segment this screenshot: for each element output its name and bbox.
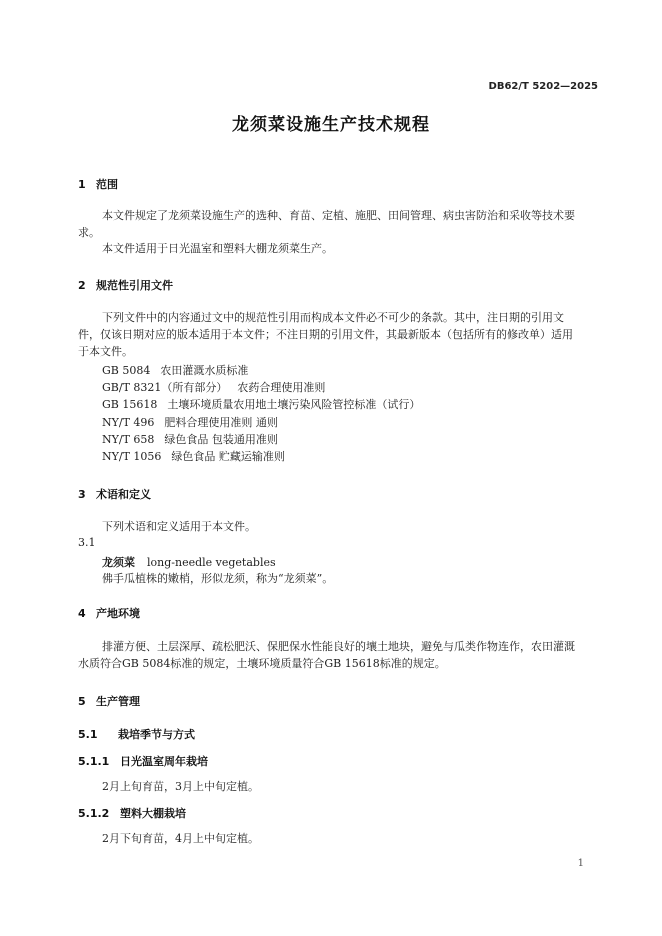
normative-intro-line-3: 于本文件。 — [78, 345, 133, 358]
standard-code: DB62/T 5202—2025 — [488, 81, 598, 92]
subsection-number: 5.1.1 — [78, 755, 110, 768]
reference-code: NY/T 658 — [102, 433, 155, 446]
reference-title: 农药合理使用准则 — [237, 381, 326, 394]
section-1-heading — [78, 176, 118, 192]
subsection-title: 栽培季节与方式 — [118, 728, 195, 741]
term-chinese: 龙须菜 — [102, 556, 135, 569]
section-title: 产地环境 — [96, 607, 140, 620]
section-number: 4 — [78, 607, 86, 620]
reference-title: 土壤环境质量农用地土壤污染风险管控标准（试行） — [167, 398, 421, 411]
term-number: 3.1 — [78, 536, 96, 549]
section-3-heading — [78, 486, 151, 502]
reference-item — [102, 431, 278, 447]
section-number: 5 — [78, 695, 86, 708]
section-title: 生产管理 — [96, 695, 140, 708]
section-number: 3 — [78, 488, 86, 501]
section-5-heading — [78, 693, 140, 709]
reference-title: 绿色食品 包装通用准则 — [164, 433, 278, 446]
scope-paragraph-1-line-1: 本文件规定了龙须菜设施生产的选种、育苗、定植、施肥、田间管理、病虫害防治和采收等技术要 — [102, 209, 575, 222]
subsection-5-1-1-heading — [78, 753, 208, 769]
document-title: 龙须菜设施生产技术规程 — [232, 115, 430, 135]
section-title: 术语和定义 — [96, 488, 151, 501]
subsection-number: 5.1 — [78, 728, 98, 741]
reference-code: NY/T 496 — [102, 416, 155, 429]
terms-intro: 下列术语和定义适用于本文件。 — [102, 520, 256, 533]
reference-title: 肥料合理使用准则 通则 — [164, 416, 278, 429]
reference-code: GB 5084 — [102, 364, 151, 377]
reference-code: GB 15618 — [102, 398, 158, 411]
section-number: 1 — [78, 178, 86, 191]
subsection-5-1-2-heading — [78, 805, 186, 821]
section-2-heading — [78, 277, 173, 293]
term-entry — [102, 554, 276, 570]
reference-code: NY/T 1056 — [102, 450, 162, 463]
subsection-5-1-heading — [78, 726, 195, 742]
reference-item — [102, 396, 420, 412]
term-english: long-needle vegetables — [147, 556, 276, 569]
reference-item — [102, 362, 248, 378]
environment-line-1: 排灌方便、土层深厚、疏松肥沃、保肥保水性能良好的壤土地块，避免与瓜类作物连作，农田灌溉 — [102, 640, 575, 653]
reference-item — [102, 379, 325, 395]
reference-item — [102, 414, 278, 430]
section-title: 范围 — [96, 178, 118, 191]
subsection-title: 塑料大棚栽培 — [120, 807, 186, 820]
environment-line-2: 水质符合GB 5084标准的规定，土壤环境质量符合GB 15618标准的规定。 — [78, 657, 446, 670]
subsection-5-1-2-text: 2月下旬育苗，4月上中旬定植。 — [102, 832, 259, 845]
section-title: 规范性引用文件 — [96, 279, 173, 292]
section-4-heading — [78, 605, 140, 621]
reference-title: 绿色食品 贮藏运输准则 — [171, 450, 285, 463]
scope-paragraph-2: 本文件适用于日光温室和塑料大棚龙须菜生产。 — [102, 242, 333, 255]
reference-title: 农田灌溉水质标准 — [160, 364, 249, 377]
subsection-title: 日光温室周年栽培 — [120, 755, 208, 768]
subsection-5-1-1-text: 2月上旬育苗，3月上中旬定植。 — [102, 780, 259, 793]
normative-intro-line-1: 下列文件中的内容通过文中的规范性引用而构成本文件必不可少的条款。其中，注日期的引用文 — [102, 311, 564, 324]
reference-code: GB/T 8321（所有部分） — [102, 381, 228, 394]
scope-paragraph-1-line-2: 求。 — [78, 226, 100, 239]
section-number: 2 — [78, 279, 86, 292]
term-definition: 佛手瓜植株的嫩梢，形似龙须，称为“龙须菜”。 — [102, 572, 334, 585]
normative-intro-line-2: 件，仅该日期对应的版本适用于本文件；不注日期的引用文件，其最新版本（包括所有的修改单）适用 — [78, 328, 573, 341]
reference-item — [102, 448, 285, 464]
subsection-number: 5.1.2 — [78, 807, 110, 820]
page-number: 1 — [577, 858, 584, 869]
